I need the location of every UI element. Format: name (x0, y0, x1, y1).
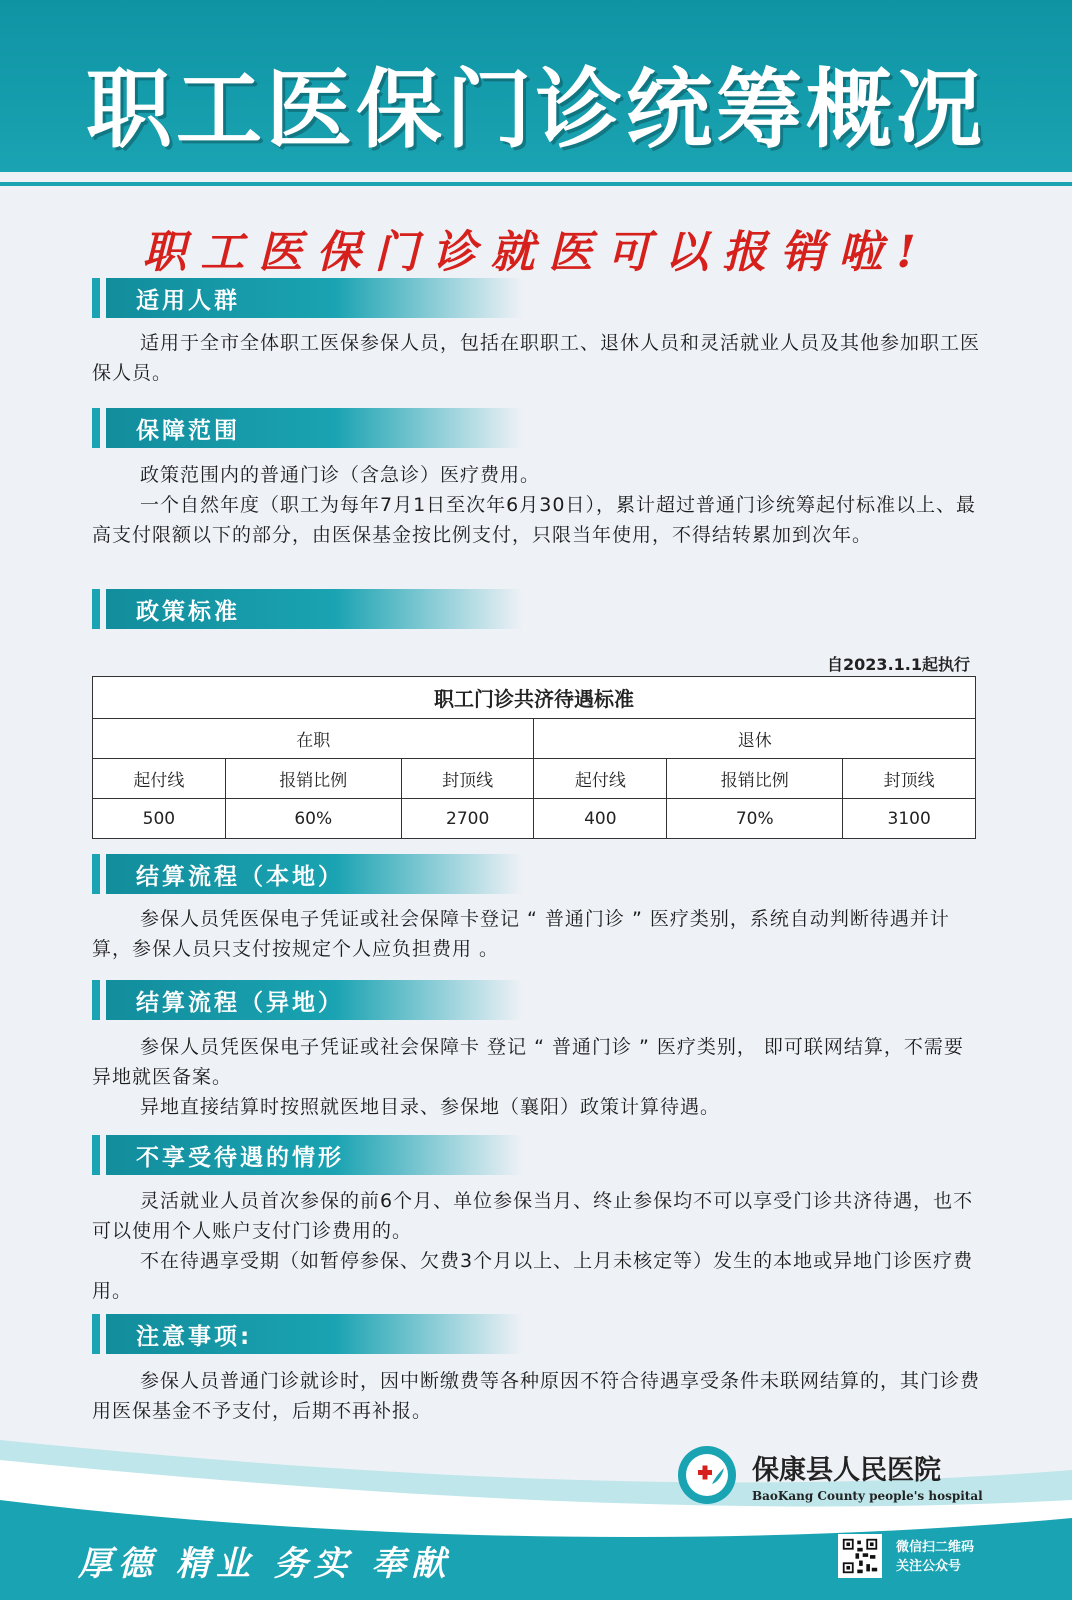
table-header-row (93, 759, 976, 799)
hospital-logo-icon (676, 1444, 738, 1506)
section-accent-bar (92, 854, 100, 894)
paragraph: 不在待遇享受期（如暂停参保、欠费3个月以上、上月未核定等）发生的本地或异地门诊医疗费用。 (92, 1250, 974, 1302)
column-header: 起付线 (93, 759, 226, 799)
paragraph: 参保人员普通门诊就诊时，因中断缴费等各种原因不符合待遇享受条件未联网结算的，其门诊费用医保基金不予支付，后期不再补报。 (92, 1370, 981, 1422)
paragraph: 一个自然年度（职工为每年7月1日至次年6月30日），累计超过普通门诊统筹起付标准以上、最高支付限额以下的部分，由医保基金按比例支付，只限当年使用，不得结转累加到次年。 (92, 494, 976, 546)
footer-motto: 厚德 精业 务实 奉献 (78, 1544, 452, 1584)
section-title: 政策标准 (106, 589, 522, 629)
page-title: 职工医保门诊统筹概况 (86, 60, 986, 160)
section-title: 保障范围 (106, 408, 522, 448)
section-body-notes (92, 1366, 980, 1426)
section-header-eligibility (92, 278, 522, 318)
qr-caption-line: 关注公众号 (896, 1559, 962, 1574)
section-accent-bar (92, 980, 100, 1020)
section-header-settlement-remote (92, 980, 522, 1020)
section-title: 结算流程（异地） (106, 980, 522, 1020)
section-header-coverage (92, 408, 522, 448)
paragraph: 参保人员凭医保电子凭证或社会保障卡登记 “ 普通门诊 ” 医疗类别，系统自动判断待遇并计算，参保人员只支付按规定个人应负担费用 。 (92, 908, 950, 960)
policy-standard-table (92, 676, 976, 839)
table-cell: 500 (93, 799, 226, 839)
table-cell: 2700 (401, 799, 534, 839)
table-cell: 400 (534, 799, 667, 839)
section-header-settlement-local (92, 854, 522, 894)
section-header-policy-standard (92, 589, 522, 629)
paragraph: 异地直接结算时按照就医地目录、参保地（襄阳）政策计算待遇。 (140, 1096, 721, 1118)
section-accent-bar (92, 1314, 100, 1354)
section-title: 适用人群 (106, 278, 522, 318)
table-row (93, 799, 976, 839)
table-cell: 3100 (843, 799, 976, 839)
section-accent-bar (92, 408, 100, 448)
qr-caption (896, 1538, 974, 1576)
effective-date-note: 自2023.1.1起执行 (827, 655, 970, 674)
section-title: 不享受待遇的情形 (106, 1135, 522, 1175)
section-header-exclusions (92, 1135, 522, 1175)
header-divider (0, 172, 1072, 182)
header-divider-line (0, 182, 1072, 186)
paragraph: 适用于全市全体职工医保参保人员，包括在职职工、退休人员和灵活就业人员及其他参加职工医保人员。 (92, 332, 981, 384)
section-body-coverage (92, 460, 980, 550)
paragraph: 参保人员凭医保电子凭证或社会保障卡 登记 “ 普通门诊 ” 医疗类别， 即可联网结算，不需要异地就医备案。 (92, 1036, 964, 1088)
hospital-name: 保康县人民医院 (752, 1454, 941, 1486)
column-header: 起付线 (534, 759, 667, 799)
section-body-eligibility (92, 328, 980, 388)
section-accent-bar (92, 589, 100, 629)
column-header: 封顶线 (401, 759, 534, 799)
section-accent-bar (92, 1135, 100, 1175)
hospital-name-en: BaoKang County people's hospital (752, 1488, 983, 1503)
paragraph: 政策范围内的普通门诊（含急诊）医疗费用。 (140, 464, 541, 486)
section-title: 结算流程（本地） (106, 854, 522, 894)
column-header: 封顶线 (843, 759, 976, 799)
qr-caption-line: 微信扫二维码 (896, 1540, 975, 1555)
table-group-header: 退休 (534, 719, 976, 759)
table-title: 职工门诊共济待遇标准 (93, 677, 976, 719)
table-cell: 60% (225, 799, 401, 839)
section-body-exclusions (92, 1186, 980, 1306)
section-header-notes (92, 1314, 522, 1354)
section-body-settlement-remote (92, 1032, 980, 1122)
slogan: 职工医保门诊就医可以报销啦! (142, 227, 930, 278)
table-group-header: 在职 (93, 719, 534, 759)
column-header: 报销比例 (225, 759, 401, 799)
section-accent-bar (92, 278, 100, 318)
column-header: 报销比例 (667, 759, 843, 799)
hospital-branding (676, 1440, 996, 1510)
table-cell: 70% (667, 799, 843, 839)
qr-code-icon[interactable] (838, 1534, 882, 1578)
paragraph: 灵活就业人员首次参保的前6个月、单位参保当月、终止参保均不可以享受门诊共济待遇，也不可以使用个人账户支付门诊费用的。 (92, 1190, 974, 1242)
section-body-settlement-local (92, 904, 980, 964)
section-title: 注意事项: (106, 1314, 522, 1354)
